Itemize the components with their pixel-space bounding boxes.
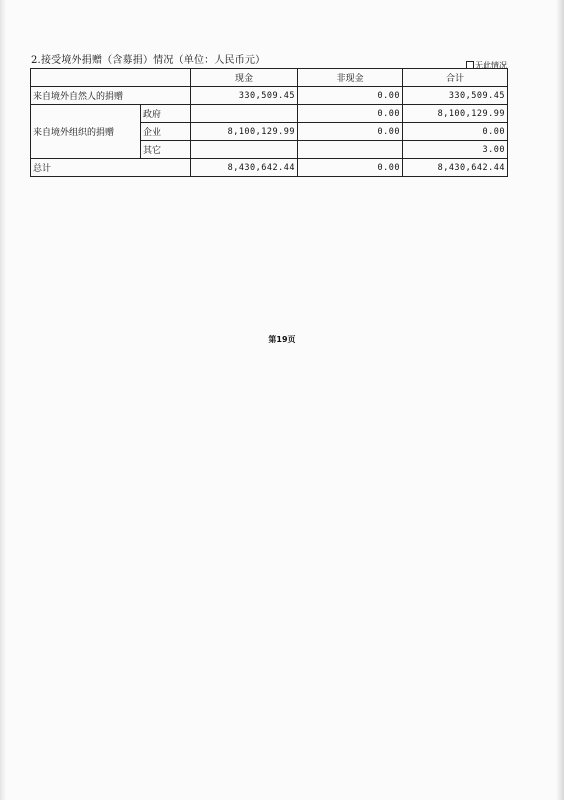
section-title: 2.接受境外捐赠（含募捐）情况（单位：人民币元） xyxy=(31,55,266,66)
org-other-total: 3.00 xyxy=(403,141,508,159)
table-row xyxy=(31,87,508,105)
natural-person-label: 来自境外自然人的捐赠 xyxy=(31,87,191,105)
org-enterprise-label: 企业 xyxy=(141,123,191,141)
grand-total-total: 8,430,642.44 xyxy=(403,159,508,177)
org-other-label: 其它 xyxy=(141,141,191,159)
org-government-cash xyxy=(191,105,298,123)
grand-total-label: 总计 xyxy=(31,159,191,177)
no-such-case-label: 无此情况 xyxy=(475,61,507,70)
org-other-cash xyxy=(191,141,298,159)
natural-person-total: 330,509.45 xyxy=(403,87,508,105)
org-enterprise-cash: 8,100,129.99 xyxy=(191,123,298,141)
natural-person-cash: 330,509.45 xyxy=(191,87,298,105)
header-total: 合计 xyxy=(403,69,508,87)
grand-total-cash: 8,430,642.44 xyxy=(191,159,298,177)
org-enterprise-total: 0.00 xyxy=(403,123,508,141)
header-blank xyxy=(31,69,191,87)
natural-person-noncash: 0.00 xyxy=(298,87,403,105)
page-edge-right xyxy=(556,0,564,800)
table-row xyxy=(31,159,508,177)
header-cash: 现金 xyxy=(191,69,298,87)
org-other-noncash xyxy=(298,141,403,159)
org-government-label: 政府 xyxy=(141,105,191,123)
table-header-row xyxy=(31,69,508,87)
donations-table xyxy=(30,68,508,177)
org-government-noncash: 0.00 xyxy=(298,105,403,123)
table-row xyxy=(31,105,508,123)
organization-label: 来自境外组织的捐赠 xyxy=(31,105,141,159)
page-edge-left xyxy=(0,0,6,800)
grand-total-noncash: 0.00 xyxy=(298,159,403,177)
page-number: 第19页 xyxy=(268,335,296,344)
org-enterprise-noncash: 0.00 xyxy=(298,123,403,141)
header-noncash: 非现金 xyxy=(298,69,403,87)
org-government-total: 8,100,129.99 xyxy=(403,105,508,123)
